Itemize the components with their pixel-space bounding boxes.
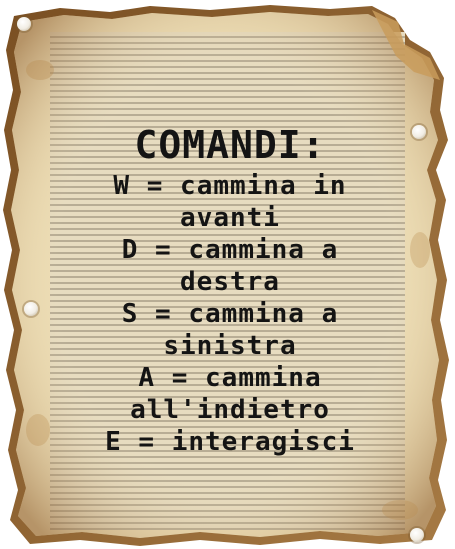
stain bbox=[382, 500, 418, 520]
pushpin-hole-icon bbox=[17, 17, 31, 31]
command-line: all'indietro bbox=[130, 395, 330, 425]
command-line: W = cammina in bbox=[113, 171, 347, 201]
command-line: D = cammina a bbox=[121, 235, 339, 265]
stain bbox=[26, 60, 54, 80]
command-line: destra bbox=[180, 267, 280, 297]
command-line: sinistra bbox=[163, 331, 297, 361]
commands-title: COMANDI: bbox=[134, 123, 326, 167]
pushpin-hole-icon bbox=[24, 302, 38, 316]
command-line: S = cammina a bbox=[121, 299, 339, 329]
command-line: E = interagisci bbox=[105, 427, 355, 457]
command-line: A = cammina bbox=[138, 363, 322, 393]
command-line: avanti bbox=[180, 203, 280, 233]
pushpin-hole-icon bbox=[410, 528, 424, 542]
commands-text bbox=[40, 122, 420, 458]
